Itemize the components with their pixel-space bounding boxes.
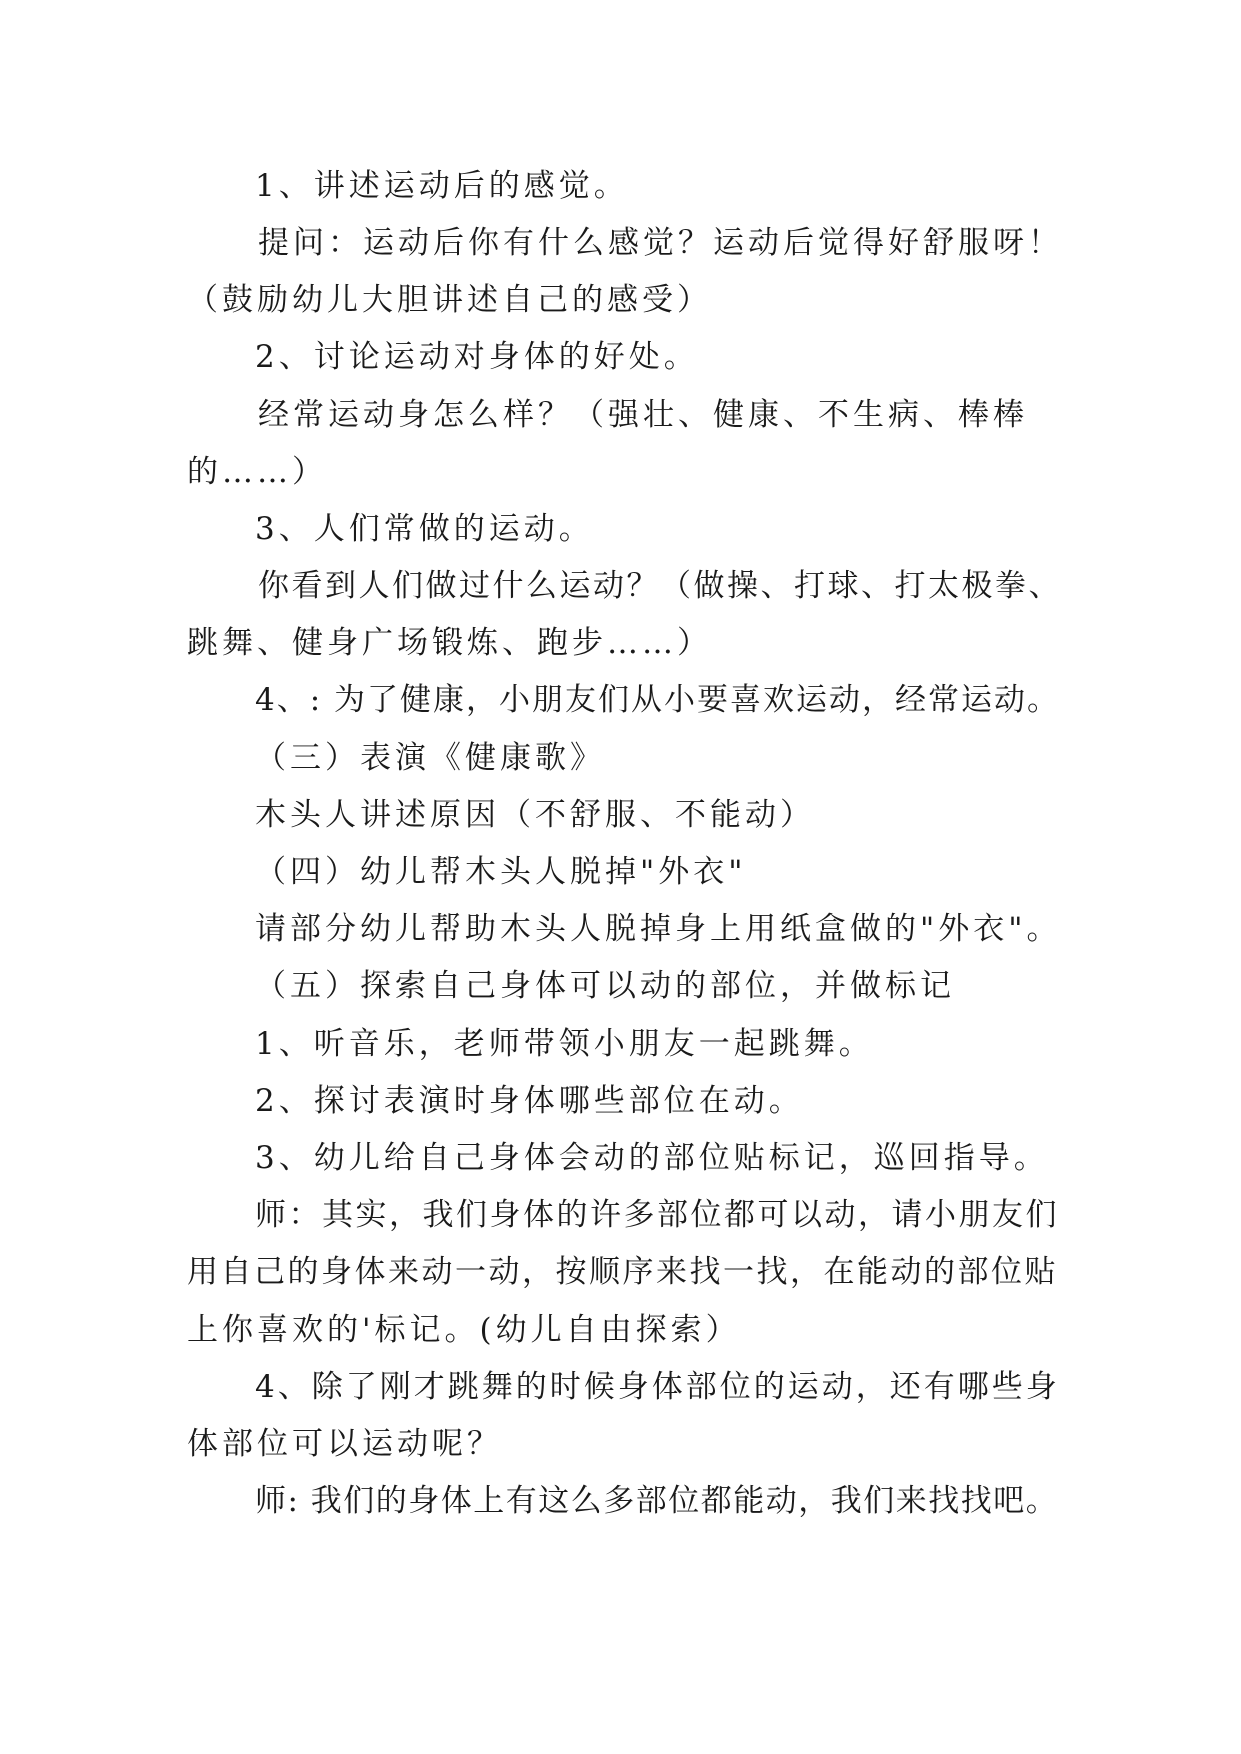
text-line: 用自己的身体来动一动，按顺序来找一找，在能动的部位贴 <box>187 1254 1058 1290</box>
text-line: 的……） <box>187 454 327 490</box>
text-line: 4、除了刚才跳舞的时候身体部位的运动，还有哪些身 <box>255 1369 1060 1405</box>
text-line: 师：其实，我们身体的许多部位都可以动，请小朋友们 <box>255 1197 1059 1233</box>
text-line: 体部位可以运动呢？ <box>187 1426 502 1462</box>
text-line: （三）表演《健康歌》 <box>255 740 605 776</box>
text-line: 师: 我们的身体上有这么多部位都能动，我们来找找吧。 <box>255 1483 1059 1519</box>
text-line: 2、探讨表演时身体哪些部位在动。 <box>255 1083 804 1119</box>
text-line: 1、讲述运动后的感觉。 <box>255 168 629 204</box>
text-line: 1、听音乐，老师带领小朋友一起跳舞。 <box>255 1026 874 1062</box>
text-line: 经常运动身怎么样？（强壮、健康、不生病、棒棒 <box>258 397 1028 433</box>
text-line: 3、幼儿给自己身体会动的部位贴标记，巡回指导。 <box>255 1140 1049 1176</box>
text-line: 木头人讲述原因（不舒服、不能动） <box>255 797 815 833</box>
text-line: 请部分幼儿帮助木头人脱掉身上用纸盒做的"外衣"。 <box>255 911 1062 947</box>
text-line: （四）幼儿帮木头人脱掉"外衣" <box>255 854 747 890</box>
text-line: 3、人们常做的运动。 <box>255 511 594 547</box>
text-line: 4、: 为了健康，小朋友们从小要喜欢运动，经常运动。 <box>255 682 1061 718</box>
text-line: （五）探索自己身体可以动的部位，并做标记 <box>255 968 955 1004</box>
text-line: 跳舞、健身广场锻炼、跑步……） <box>187 625 712 661</box>
text-line: 提问：运动后你有什么感觉？运动后觉得好舒服呀！ <box>258 225 1063 261</box>
text-line: 你看到人们做过什么运动？（做操、打球、打太极拳、 <box>258 568 1062 604</box>
text-line: 2、讨论运动对身体的好处。 <box>255 339 699 375</box>
text-line: 上你喜欢的'标记。(幼儿自由探索） <box>187 1312 741 1348</box>
text-line: （鼓励幼儿大胆讲述自己的感受） <box>187 282 712 318</box>
